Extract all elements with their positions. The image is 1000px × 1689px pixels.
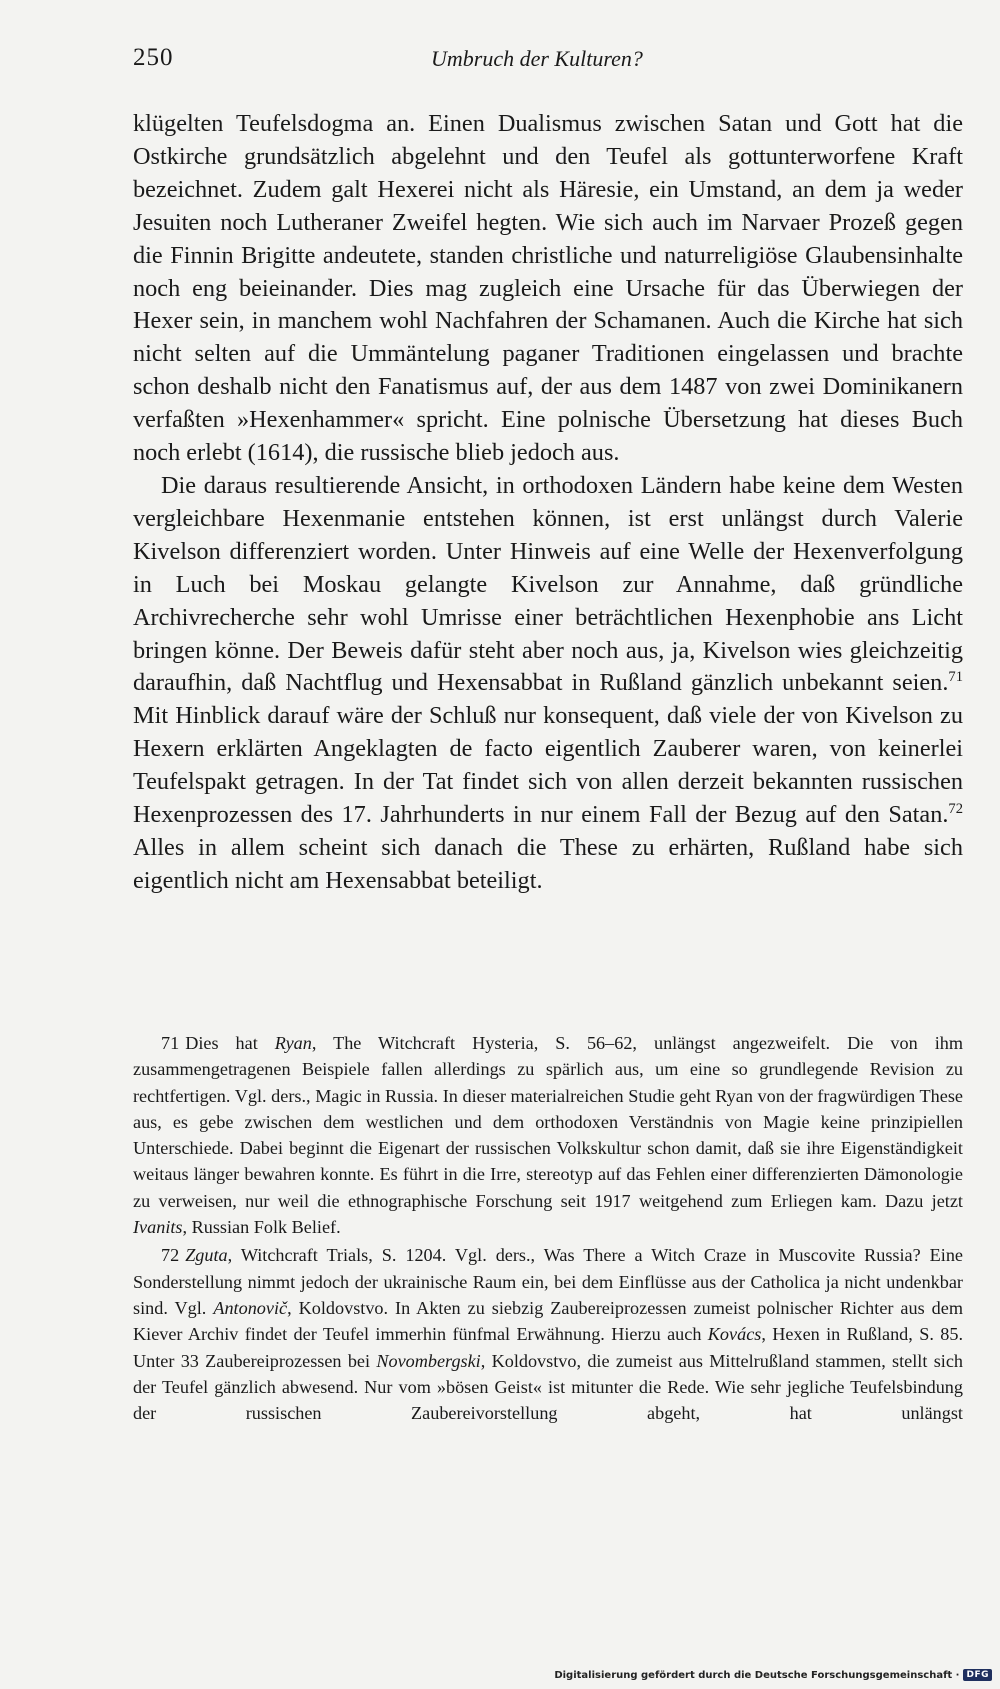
footnote-71-text-a: Dies hat [185,1033,275,1053]
footnote-72-author-kovacs: Kovács [707,1324,762,1345]
footnote-71-text-c: , Russian Folk Belief. [182,1217,341,1238]
paragraph-2-part-b: Mit Hinblick darauf wäre der Schluß nur konsequent, daß viele der von Kivelson zu Hexern erklärten Angeklagten de facto eigentlich Zauberer waren, von keinerlei Teufelspakt getragen. In der Tat findet sich von allen derzeit bekannten russischen Hexenprozessen des 17. Jahrhunderts in nur einem Fall der Bezug auf den Satan. [133,702,963,829]
footnote-72 [133,1242,963,1426]
dfg-logo: DFG [963,1669,992,1681]
footnote-ref-72[interactable]: 72 [948,800,963,817]
footnote-72-author-antonovic: Antonovič [213,1297,288,1318]
footnote-71-text-b: , The Witchcraft Hysteria, S. 56–62, unlängst angezweifelt. Die von ihm zusammengetragenen Beispiele fallen allerdings zu spärlich aus, um eine so grundlegende Revision zu rechtfertigen. Vgl. ders., Magic in Russia. In dieser materialreichen Studie geht Ryan von der fragwürdigen These aus, es gebe zwischen dem westlichen und dem orthodoxen Verständnis von Magie keine prinzipiellen Unterschiede. Dabei beginnt die Eigenart der russischen Volkskultur schon damit, daß sie ihre Eigenständigkeit weitaus länger bewahren konnte. Es führt in die Irre, stereotyp auf das Fehlen einer differenzierten Dämonologie zu verweisen, nur weil die ethnographische Forschung seit 1917 weitgehend zum Erliegen kam. Dazu jetzt [133,1033,963,1211]
footnote-72-text-c: , Hexen in Rußland, S. 85. Unter 33 Zaubereiprozessen bei [133,1324,963,1371]
footnote-number-72: 72 [161,1245,180,1266]
footnote-72-text-b: , Koldovstvo. In Akten zu siebzig Zaubereiprozessen zumeist polnischer Richter aus dem Kiever Archiv findet der Teufel immerhin fünfmal Erwähnung. Hierzu auch [133,1297,963,1345]
main-text [133,108,963,898]
footnote-71-author-ryan: Ryan [274,1033,312,1053]
footnote-71 [133,1030,963,1240]
footnote-ref-71[interactable]: 71 [948,669,963,686]
page-header [133,44,968,84]
footnotes [133,1030,963,1428]
paragraph-2-part-a: Die daraus resultierende Ansicht, in orthodoxen Ländern habe keine dem Westen vergleichbare Hexenmanie entstehen können, ist erst unlängst durch Valerie Kivelson differenziert worden. Unter Hinweis auf eine Welle der Hexenverfolgung in Luch bei Moskau gelangte Kivelson zur Annahme, daß gründliche Archivrecherche sehr wohl Umrisse einer beträchtlichen Hexenphobie ans Licht bringen könne. Der Beweis dafür steht aber noch aus, ja, Kivelson wies gleichzeitig daraufhin, daß Nachtflug und Hexensabbat in Rußland gänzlich unbekannt seien. [133,471,963,697]
footnote-number-71: 71 [161,1033,180,1053]
paragraph-2 [133,470,963,898]
page-number: 250 [133,44,174,71]
digitization-notice [554,1669,992,1681]
footnote-72-text-a: , Witchcraft Trials, S. 1204. Vgl. ders., Was There a Witch Craze in Muscovite Russia? Eine Sonderstellung nimmt jedoch der ukrainische Raum ein, bei dem Einflüsse aus der Catholica ja nicht undenkbar sind. Vgl. [133,1245,963,1318]
footnote-72-author-zguta: Zguta [185,1245,228,1266]
paragraph-1: klügelten Teufelsdogma an. Einen Dualismus zwischen Satan und Gott hat die Ostkirche grundsätzlich abgelehnt und den Teufel als gottunterworfene Kraft bezeichnet. Zudem galt Hexerei nicht als Häresie, ein Umstand, an dem ja weder Jesuiten noch Lutheraner Zweifel hegten. Wie sich auch im Narvaer Prozeß gegen die Finnin Brigitte andeutete, standen christliche und naturreligiöse Glaubensinhalte noch eng beieinander. Dies mag zugleich eine Ursache für das Überwiegen der Hexer sein, in manchem wohl Nachfahren der Schamanen. Auch die Kirche hat sich nicht selten auf die Ummäntelung paganer Traditionen eingelassen und brachte schon deshalb nicht den Fanatismus auf, der aus dem 1487 von zwei Dominikanern verfaßten »Hexenhammer« spricht. Eine polnische Übersetzung hat dieses Buch noch erlebt (1614), die russische blieb jedoch aus. [133,110,963,467]
digitization-text: Digitalisierung gefördert durch die Deutsche Forschungsgemeinschaft · [554,1669,960,1681]
footnote-71-author-ivanits: Ivanits [133,1217,183,1238]
footnote-72-text-d: , Koldovstvo, die zumeist aus Mittelrußland stammen, stellt sich der Teufel gänzlich abwesend. Nur vom »bösen Geist« ist mitunter die Rede. Wie sehr jegliche Teufelsbindung der russischen Zaubereivorstellung abgeht, hat unlängst [133,1350,963,1424]
paragraph-2-part-c: Alles in allem scheint sich danach die These zu erhärten, Rußland habe sich eigentlich nicht am Hexensabbat beteiligt. [133,833,963,894]
running-title: Umbruch der Kulturen? [431,46,643,71]
footnote-72-author-novombergski: Novombergski [376,1350,481,1371]
